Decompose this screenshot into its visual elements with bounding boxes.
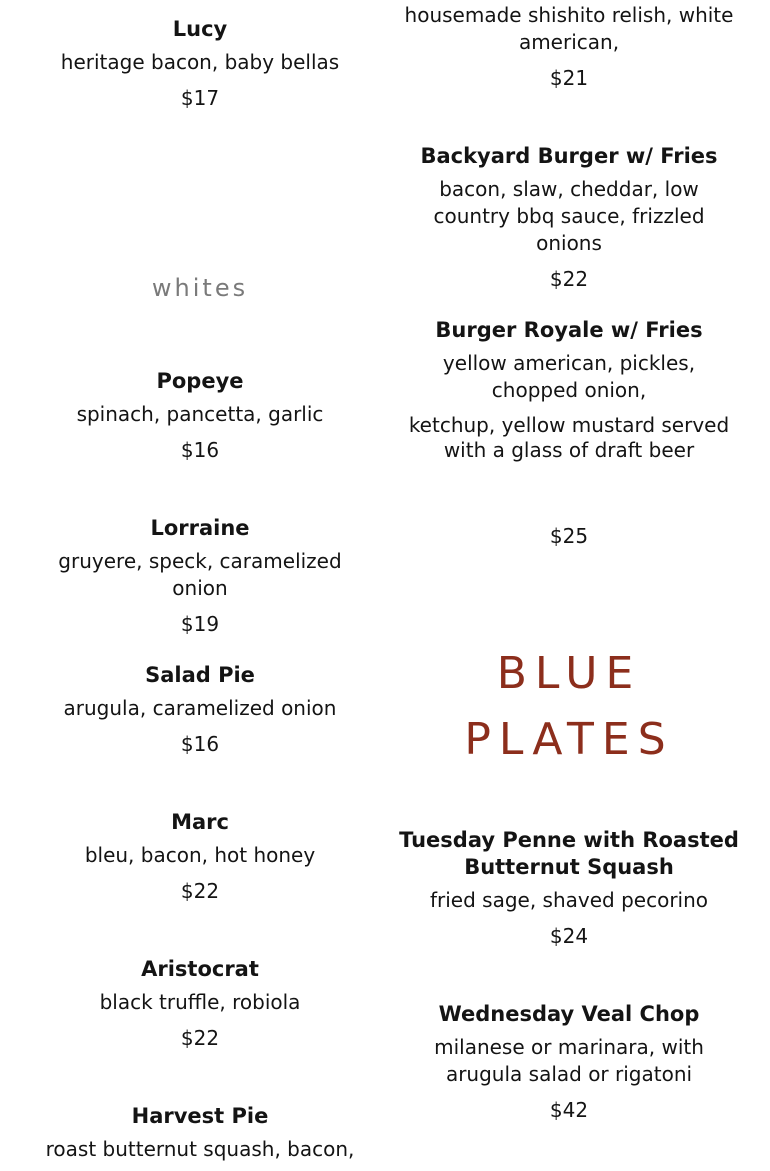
item-description: gruyere, speck, caramelized onion	[58, 549, 342, 600]
item-description: roast butternut squash, bacon,	[45, 1137, 355, 1161]
menu-item-burger-royale	[398, 317, 740, 550]
item-description: fried sage, shaved pecorino	[429, 888, 709, 912]
item-price: $16	[180, 732, 220, 756]
item-price: $17	[180, 86, 220, 110]
item-price: $42	[549, 1098, 589, 1122]
item-price: $25	[549, 524, 589, 548]
item-name: Lorraine	[150, 516, 250, 540]
item-price: $21	[549, 66, 589, 90]
item-name: Salad Pie	[145, 663, 255, 687]
menu-item-aristocrat	[30, 956, 370, 1052]
item-name: Popeye	[156, 369, 244, 393]
item-name: Lucy	[172, 17, 228, 41]
item-name: Aristocrat	[141, 957, 259, 981]
menu-item-wednesday-veal-chop	[398, 1001, 740, 1124]
item-description: heritage bacon, baby bellas	[60, 50, 340, 74]
menu-item-partial-burger	[398, 2, 740, 92]
item-name: Backyard Burger w/ Fries	[420, 144, 718, 168]
heading-line-plates: PLATES	[464, 714, 674, 765]
item-description: bacon, slaw, cheddar, low country bbq sauce, frizzled onions	[433, 177, 705, 255]
item-description: arugula, caramelized onion	[63, 696, 337, 720]
item-name: Tuesday Penne with Roasted Butternut Squash	[399, 828, 739, 879]
section-label-whites: whites	[151, 274, 249, 302]
item-name: Burger Royale w/ Fries	[435, 318, 703, 342]
item-price: $22	[180, 1026, 220, 1050]
item-price: $19	[180, 612, 220, 636]
item-description: milanese or marinara, with arugula salad or rigatoni	[434, 1035, 704, 1086]
item-description: black truffle, robiola	[99, 990, 301, 1014]
item-description: bleu, bacon, hot honey	[84, 843, 316, 867]
item-name: Wednesday Veal Chop	[438, 1002, 700, 1026]
blue-plates-heading	[398, 641, 740, 773]
item-price: $22	[549, 267, 589, 291]
heading-line-blue: BLUE	[496, 648, 642, 699]
menu-item-lorraine	[30, 515, 370, 638]
item-price: $22	[180, 879, 220, 903]
item-description: spinach, pancetta, garlic	[76, 402, 324, 426]
menu-item-tuesday-penne	[398, 827, 740, 950]
item-name: Harvest Pie	[131, 1104, 269, 1128]
menu-item-salad-pie	[30, 662, 370, 758]
menu-item-popeye	[30, 368, 370, 464]
menu-item-harvest-pie	[30, 1103, 370, 1163]
item-name: Marc	[171, 810, 229, 834]
item-description: housemade shishito relish, white american,	[404, 3, 734, 54]
item-description: yellow american, pickles, chopped onion,	[442, 351, 696, 402]
menu-item-backyard-burger	[398, 143, 740, 293]
menu-item-lucy	[30, 16, 370, 112]
item-description-continued: ketchup, yellow mustard served with a glass of draft beer	[408, 413, 730, 462]
item-price: $16	[180, 438, 220, 462]
menu-item-marc	[30, 809, 370, 905]
item-price: $24	[549, 924, 589, 948]
